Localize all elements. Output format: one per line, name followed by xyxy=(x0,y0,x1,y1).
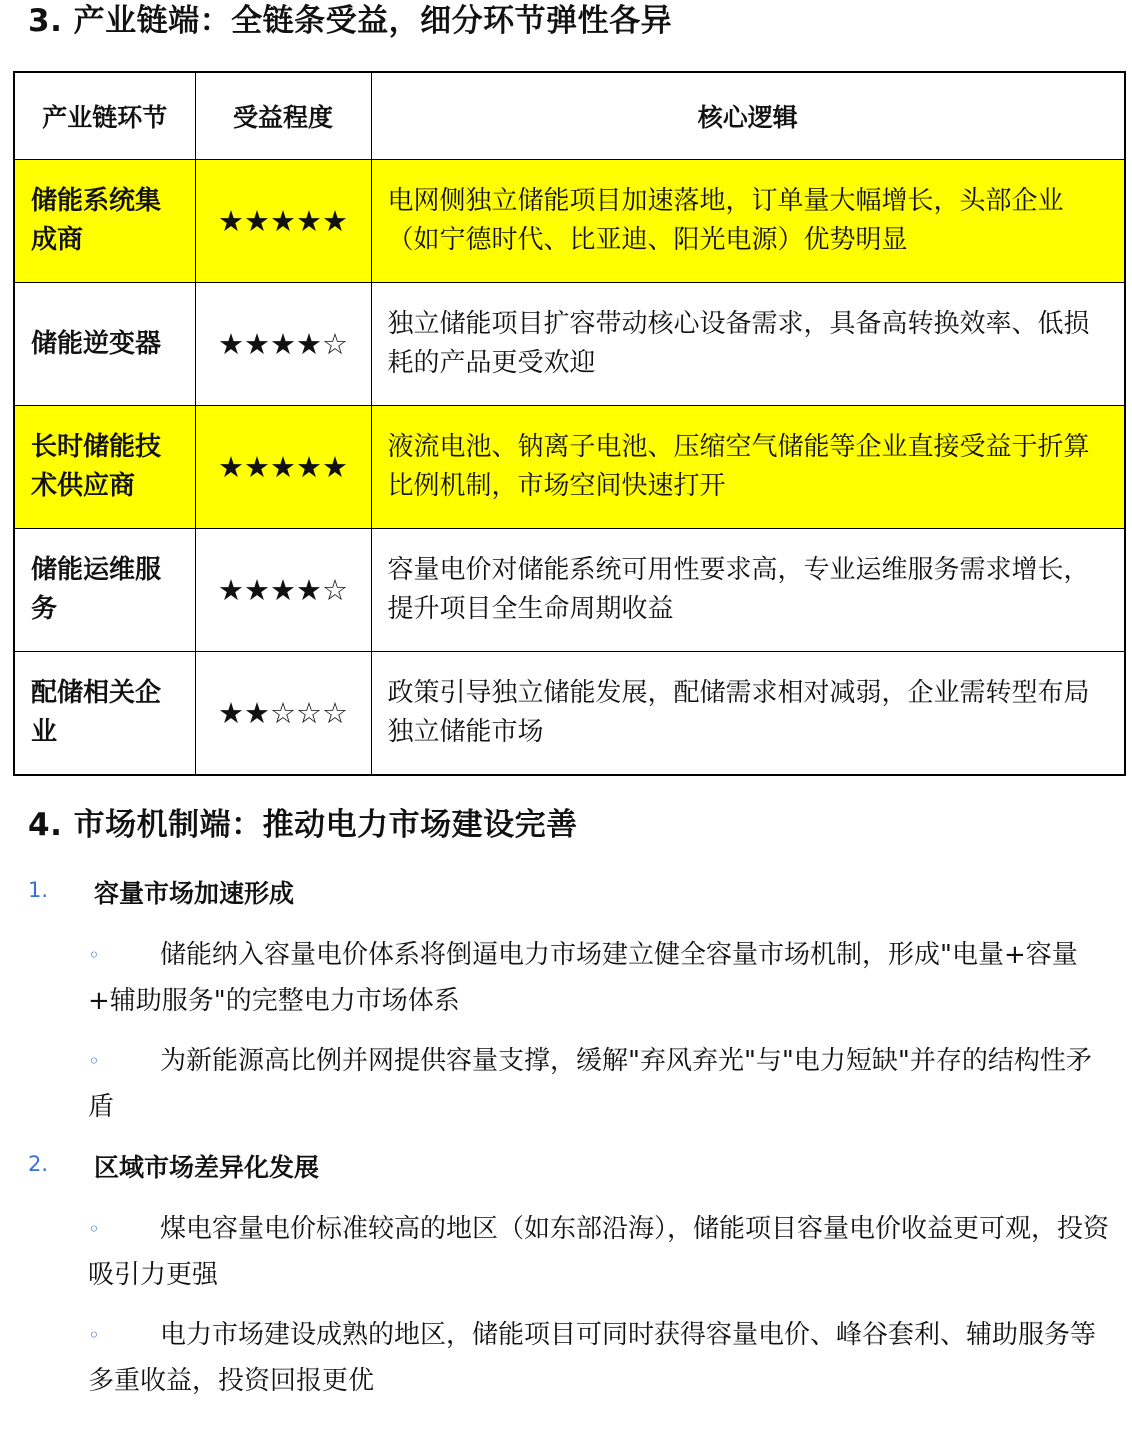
star-rating: ★★☆☆☆ xyxy=(195,652,371,776)
star-rating: ★★★★☆ xyxy=(195,529,371,652)
hollow-circle-bullet-icon: ◦ xyxy=(88,1217,100,1241)
section-4-heading: 4. 市场机制端：推动电力市场建设完善 xyxy=(28,807,578,843)
bullet-text: 电力市场建设成熟的地区，储能项目可同时获得容量电价、峰谷套利、辅助服务等多重收益，投资回报更优 xyxy=(88,1320,1097,1396)
table-row xyxy=(14,406,1125,529)
list-item-title: 区域市场差异化发展 xyxy=(94,1153,320,1182)
header-core-logic: 核心逻辑 xyxy=(371,72,1125,160)
table-row xyxy=(14,283,1125,406)
hollow-circle-bullet-icon: ◦ xyxy=(88,1049,100,1073)
bullet-item xyxy=(0,1312,1132,1404)
bullet-text: 储能纳入容量电价体系将倒逼电力市场建立健全容量市场机制，形成"电量+容量+辅助服务"的完整电力市场体系 xyxy=(88,940,1078,1016)
header-segment: 产业链环节 xyxy=(14,72,195,160)
star-rating: ★★★★☆ xyxy=(195,283,371,406)
segment-cell: 配储相关企业 xyxy=(14,652,195,776)
table-header-row xyxy=(14,72,1125,160)
bullet-item xyxy=(0,1038,1132,1130)
list-number: 2. xyxy=(28,1152,49,1176)
bullet-text: 为新能源高比例并网提供容量支撑，缓解"弃风弃光"与"电力短缺"并存的结构性矛盾 xyxy=(88,1046,1092,1122)
logic-cell: 政策引导独立储能发展，配储需求相对减弱，企业需转型布局独立储能市场 xyxy=(371,652,1125,776)
bullet-item xyxy=(0,1206,1132,1298)
hollow-circle-bullet-icon: ◦ xyxy=(88,1323,100,1347)
logic-cell: 独立储能项目扩容带动核心设备需求，具备高转换效率、低损耗的产品更受欢迎 xyxy=(371,283,1125,406)
logic-cell: 液流电池、钠离子电池、压缩空气储能等企业直接受益于折算比例机制，市场空间快速打开 xyxy=(371,406,1125,529)
header-benefit-level: 受益程度 xyxy=(195,72,371,160)
segment-cell: 储能运维服务 xyxy=(14,529,195,652)
numbered-list-item xyxy=(0,870,1132,922)
hollow-circle-bullet-icon: ◦ xyxy=(88,943,100,967)
table-row xyxy=(14,160,1125,283)
list-item-title: 容量市场加速形成 xyxy=(94,879,295,908)
logic-cell: 容量电价对储能系统可用性要求高，专业运维服务需求增长，提升项目全生命周期收益 xyxy=(371,529,1125,652)
table-row xyxy=(14,652,1125,776)
segment-cell: 储能系统集成商 xyxy=(14,160,195,283)
star-rating: ★★★★★ xyxy=(195,160,371,283)
industry-chain-table xyxy=(13,71,1126,776)
segment-cell: 储能逆变器 xyxy=(14,283,195,406)
market-mechanism-list xyxy=(0,870,1132,1418)
section-3-heading: 3. 产业链端：全链条受益，细分环节弹性各异 xyxy=(28,3,673,39)
segment-cell: 长时储能技术供应商 xyxy=(14,406,195,529)
table-row xyxy=(14,529,1125,652)
logic-cell: 电网侧独立储能项目加速落地，订单量大幅增长，头部企业（如宁德时代、比亚迪、阳光电源）优势明显 xyxy=(371,160,1125,283)
bullet-item xyxy=(0,932,1132,1024)
bullet-text: 煤电容量电价标准较高的地区（如东部沿海），储能项目容量电价收益更可观，投资吸引力更强 xyxy=(88,1214,1110,1290)
numbered-list-item xyxy=(0,1144,1132,1196)
list-number: 1. xyxy=(28,878,49,902)
star-rating: ★★★★★ xyxy=(195,406,371,529)
